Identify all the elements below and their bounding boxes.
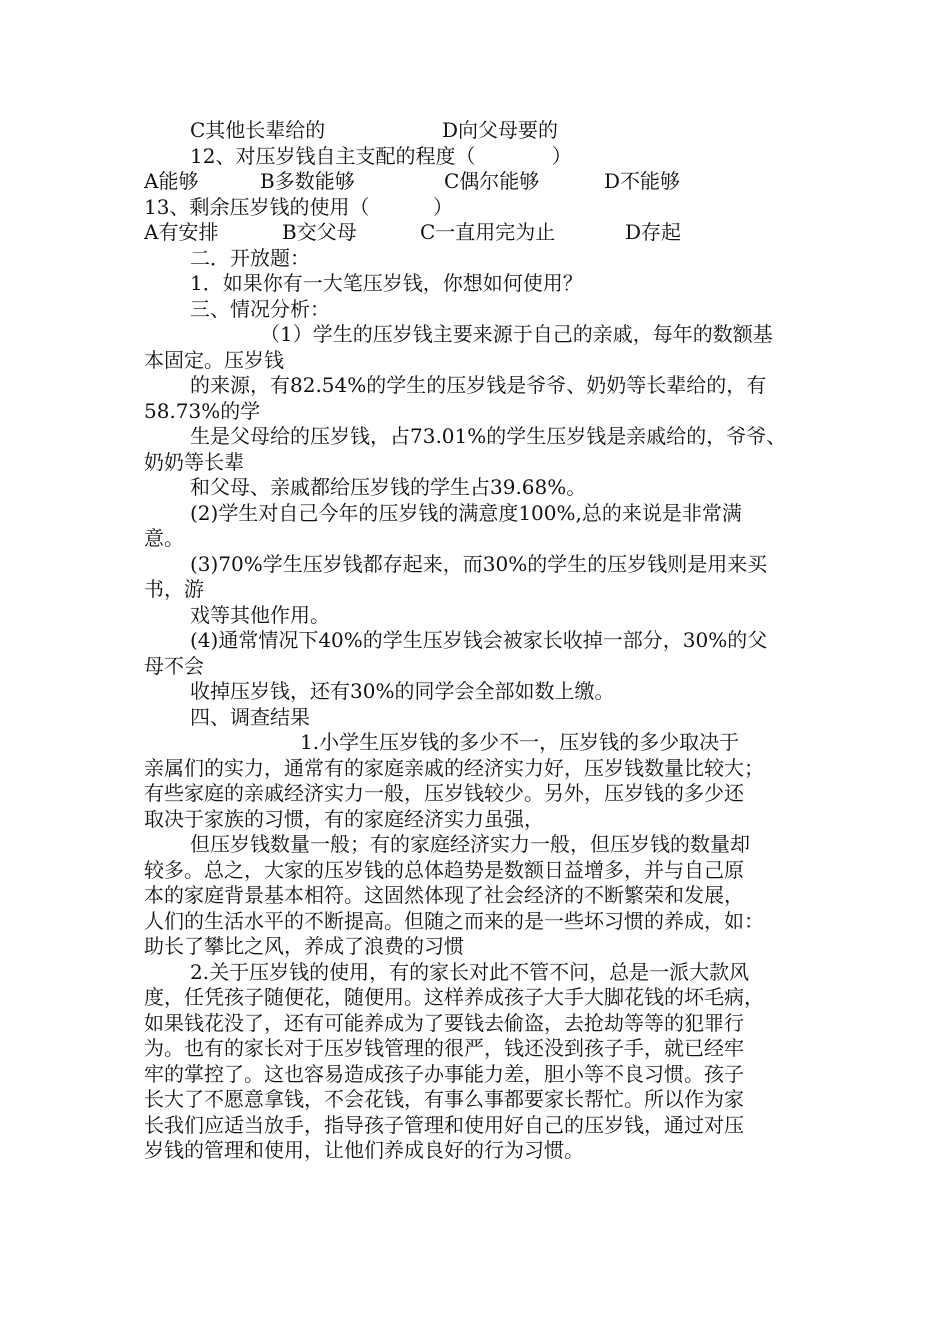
open-questions-heading: 二．开放题： [190,245,310,270]
q11-option-d: D向父母要的 [442,118,559,142]
results-line: 如果钱花没了，还有可能养成为了要钱去偷盗，去抢劫等等的犯罪行 [144,1010,744,1035]
results-line: 取决于家族的习惯，有的家庭经济实力虽强， [144,806,544,831]
analysis-line: 奶奶等长辈 [144,449,244,474]
analysis-line: 母不会 [144,653,204,678]
q12-option-a: A能够 [144,169,199,193]
q13-option-b: B交父母 [282,220,357,244]
q13-option-c: C一直用完为止 [420,220,556,244]
analysis-line: 书，游 [144,577,204,601]
results-heading: 四、调查结果 [190,704,310,729]
analysis-line: 和父母、亲戚都给压岁钱的学生占39.68%。 [190,475,587,499]
q11-option-c: C其他长辈给的 [190,118,326,142]
analysis-line: 收掉压岁钱，还有30%的同学会全部如数上缴。 [190,679,615,703]
open-question-1: 1．如果你有一大笔压岁钱，你想如何使用？ [190,271,583,295]
analysis-line: 本固定。压岁钱 [144,347,284,372]
analysis-line: 的来源，有82.54%的学生的压岁钱是爷爷、奶奶等长辈给的，有 [190,373,767,397]
results-line: 长大了不愿意拿钱，不会花钱，有事么事都要家长帮忙。所以作为家 [144,1087,744,1111]
results-line: 为。也有的家长对于压岁钱管理的很严，钱还没到孩子手，就已经牢 [144,1036,744,1060]
results-line: 1.小学生压岁钱的多少不一，压岁钱的多少取决于 [300,730,740,754]
analysis-line: 生是父母给的压岁钱，占73.01%的学生压岁钱是亲戚给的，爷爷、 [190,424,787,448]
results-line: 度，任凭孩子随便花，随便用。这样养成孩子大手大脚花钱的坏毛病， [144,985,764,1009]
results-line: 亲属们的实力，通常有的家庭亲戚的经济实力好，压岁钱数量比较大； [144,755,764,780]
analysis-line: (2)学生对自己今年的压岁钱的满意度100%,总的来说是非常满 [190,500,742,525]
q12-stem: 12、对压岁钱自主支配的程度（ ） [190,143,572,168]
results-line: 助长了攀比之风，养成了浪费的习惯 [144,934,464,958]
analysis-line: 58.73%的学 [144,398,261,423]
analysis-line: (4)通常情况下40%的学生压岁钱会被家长收掉一部分，30%的父 [190,628,768,652]
results-line: 牢的掌控了。这也容易造成孩子办事能力差，胆小等不良习惯。孩子 [144,1061,744,1086]
results-line: 但压岁钱数量一般；有的家庭经济实力一般，但压岁钱的数量却 [190,832,750,856]
results-line: 长我们应适当放手，指导孩子管理和使用好自己的压岁钱，通过对压 [144,1112,744,1137]
q13-stem: 13、剩余压岁钱的使用（ ） [144,194,454,219]
q13-options [144,220,814,246]
analysis-heading: 三、情况分析： [190,296,330,321]
q12-option-c: C偶尔能够 [444,169,540,193]
results-line: 有些家庭的亲戚经济实力一般，压岁钱较少。另外，压岁钱的多少还 [144,781,744,805]
q13-option-a: A有安排 [144,220,219,244]
q13-option-d: D存起 [625,220,682,244]
q12-options [144,169,814,195]
results-line: 2.关于压岁钱的使用，有的家长对此不管不问，总是一派大款风 [190,959,750,984]
analysis-line: （1）学生的压岁钱主要来源于自己的亲戚，每年的数额基 [260,322,773,346]
analysis-line: 意。 [144,526,184,550]
results-line: 本的家庭背景基本相符。这固然体现了社会经济的不断繁荣和发展， [144,883,744,907]
results-line: 人们的生活水平的不断提高。但随之而来的是一些坏习惯的养成，如： [144,908,764,933]
analysis-line: 戏等其他作用。 [190,602,330,627]
q12-option-b: B多数能够 [260,169,355,193]
results-line: 岁钱的管理和使用，让他们养成良好的行为习惯。 [144,1138,584,1162]
document-page [144,118,814,1164]
analysis-line: (3)70%学生压岁钱都存起来，而30%的学生的压岁钱则是用来买 [190,551,768,576]
q12-option-d: D不能够 [604,169,681,193]
results-line: 较多。总之，大家的压岁钱的总体趋势是数额日益增多，并与自己原 [144,857,744,882]
q11-options [144,118,814,144]
